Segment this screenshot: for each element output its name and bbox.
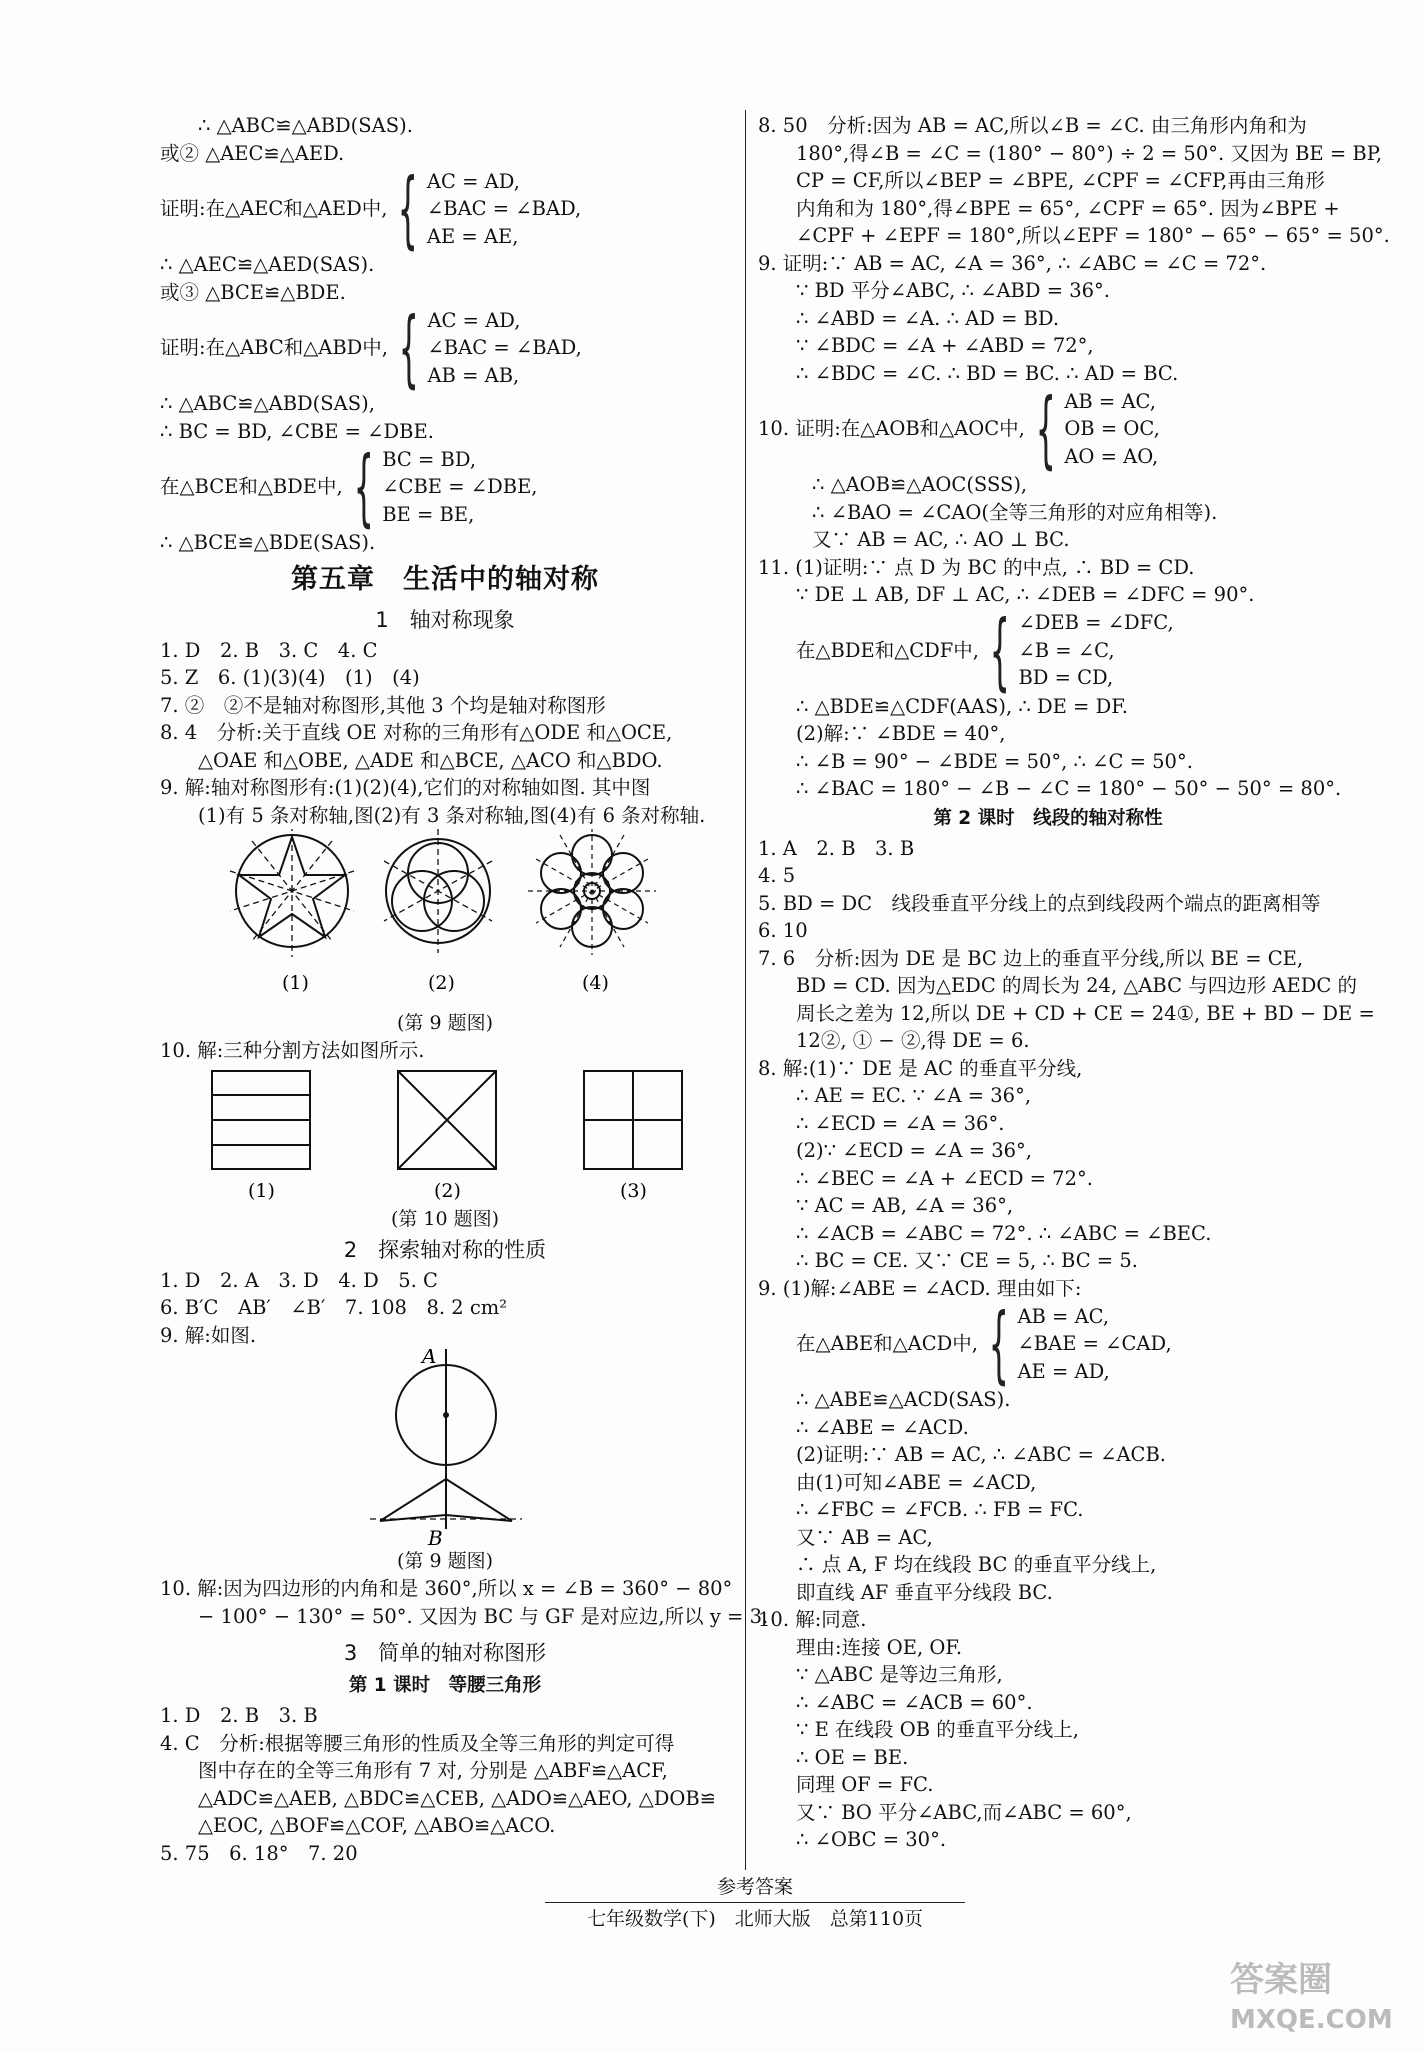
- system-lead: 在△ABE和△ACD中,: [796, 1332, 978, 1356]
- figure-caption: (第 9 题图): [397, 1550, 493, 1572]
- figure-label: (2): [434, 1179, 461, 1202]
- answer-line: 周长之差为 12,所以 DE + CD + CE = 24①, BE + BD − DE =: [796, 1001, 1375, 1025]
- system-line: BE = BE,: [382, 502, 475, 526]
- answer-line: ∵ DE ⊥ AB, DF ⊥ AC, ∴ ∠DEB = ∠DFC = 90°.: [796, 583, 1255, 606]
- answer-line: 7. 6 分析:因为 DE 是 BC 边上的垂直平分线,所以 BE = CE,: [758, 946, 1304, 970]
- figure-caption: (第 10 题图): [390, 1207, 500, 1230]
- square-diagonals: [398, 1071, 496, 1169]
- left-column: [160, 112, 769, 1867]
- figure-label: (3): [620, 1179, 647, 1202]
- system-line: BD = CD,: [1018, 666, 1114, 690]
- watermark-url: MXQE.COM: [1230, 2005, 1393, 2035]
- figure-9-circle-construction: [160, 1349, 730, 1547]
- point-label-a: A: [422, 1349, 437, 1368]
- answer-line: ∴ ∠ABE = ∠ACD.: [796, 1415, 969, 1439]
- answer-line: 理由:连接 OE, OF.: [796, 1635, 963, 1659]
- section-title: 2 探索轴对称的性质: [343, 1237, 547, 1262]
- brace: {: [1035, 380, 1056, 478]
- answer-line: ∴ △BDE≌△CDF(AAS), ∴ DE = DF.: [796, 694, 1128, 718]
- section-title: 1 轴对称现象: [375, 607, 515, 632]
- answer-line: (2)证明:∵ AB = AC, ∴ ∠ABC = ∠ACB.: [796, 1443, 1166, 1466]
- star-figure: [230, 829, 354, 957]
- answer-line: ∴ OE = BE.: [796, 1745, 909, 1769]
- answer-line: 又∵ AB = AC,: [796, 1525, 933, 1549]
- answer-line: ∴ ∠ABD = ∠A. ∴ AD = BD.: [796, 306, 1060, 330]
- answer-line: ∠CPF + ∠EPF = 180°,所以∠EPF = 180° − 65° − 65° = 50°.: [796, 224, 1390, 247]
- answer-line: 9. 解:轴对称图形有:(1)(2)(4),它们的对称轴如图. 其中图: [160, 776, 651, 799]
- answer-line: CP = CF,所以∠BEP = ∠BPE, ∠CPF = ∠CFP,再由三角形: [796, 169, 1325, 192]
- brace: {: [398, 299, 419, 397]
- brace: {: [398, 160, 419, 258]
- brace: {: [989, 601, 1010, 700]
- answer-line: 1. D 2. A 3. D 4. D 5. C: [160, 1268, 438, 1292]
- answer-line: 180°,得∠B = ∠C = (180° − 80°) ÷ 2 = 50°. 又因为 BE = BP,: [796, 141, 1383, 165]
- page-footer: [545, 1874, 965, 1932]
- system-line: AB = AB,: [427, 363, 520, 387]
- footer-rule: [545, 1902, 965, 1903]
- answer-line: (1)有 5 条对称轴,图(2)有 3 条对称轴,图(4)有 6 条对称轴.: [198, 803, 706, 827]
- equation-system: [160, 438, 730, 536]
- system-line: ∠DEB = ∠DFC,: [1018, 611, 1174, 635]
- answer-line: 1. D 2. B 3. B: [160, 1704, 318, 1727]
- answer-line: 同理 OF = FC.: [796, 1773, 934, 1796]
- figure-9-symmetric-shapes: [160, 829, 730, 1009]
- equation-system: [758, 601, 1338, 700]
- answer-line: 图中存在的全等三角形有 7 对, 分别是 △ABF≌△ACF,: [198, 1759, 668, 1782]
- answer-line: 7. ② ②不是轴对称图形,其他 3 个均是轴对称图形: [160, 693, 606, 717]
- answer-line: 8. 50 分析:因为 AB = AC,所以∠B = ∠C. 由三角形内角和为: [758, 114, 1307, 137]
- watermark: [1230, 1960, 1393, 2040]
- answer-line: 5. Z 6. (1)(3)(4) (1) (4): [160, 666, 420, 689]
- answer-line: ∴ BC = CE. 又∵ CE = 5, ∴ BC = 5.: [796, 1249, 1138, 1272]
- answer-line: ∴ ∠ABC = ∠ACB = 60°.: [796, 1690, 1033, 1714]
- answer-line: (2)∵ ∠ECD = ∠A = 36°,: [796, 1139, 1033, 1162]
- answer-line: 或② △AEC≌△AED.: [160, 141, 345, 165]
- answer-line: ∴ ∠BAC = 180° − ∠B − ∠C = 180° − 50° − 50° = 80°.: [796, 777, 1342, 800]
- footer-title: 参考答案: [716, 1876, 793, 1898]
- system-line: AC = AD,: [426, 169, 520, 193]
- answer-line: BD = CD. 因为△EDC 的周长为 24, △ABC 与四边形 AEDC 的: [796, 974, 1358, 997]
- answer-line: △EOC, △BOF≌△COF, △ABO≌△ACO.: [198, 1814, 556, 1837]
- answer-line: ∵ △ABC 是等边三角形,: [796, 1663, 1003, 1686]
- answer-line: 9. 证明:∵ AB = AC, ∠A = 36°, ∴ ∠ABC = ∠C = 72°.: [758, 251, 1267, 275]
- square-horizontal-strips: [212, 1071, 310, 1169]
- answer-line: 或③ △BCE≌△BDE.: [160, 280, 346, 304]
- section-title: 3 简单的轴对称图形: [343, 1641, 547, 1665]
- answer-line: ∴ ∠ACB = ∠ABC = 72°. ∴ ∠ABC = ∠BEC.: [796, 1221, 1212, 1245]
- answer-line: ∴ BC = BD, ∠CBE = ∠DBE.: [160, 419, 434, 443]
- flower-figure: [528, 829, 656, 955]
- answer-line: ∴ △ABE≌△ACD(SAS).: [796, 1388, 1011, 1411]
- center-point: [443, 1412, 449, 1418]
- answer-line: ∴ ∠ECD = ∠A = 36°.: [796, 1111, 1005, 1135]
- answer-line: 4. C 分析:根据等腰三角形的性质及全等三角形的判定可得: [160, 1731, 675, 1755]
- figure-label: (1): [282, 972, 309, 994]
- figure-label: (2): [428, 972, 455, 994]
- answer-line: 6. 10: [758, 919, 808, 942]
- answer-line: ∴ ∠OBC = 30°.: [796, 1828, 947, 1851]
- answer-line: 9. (1)解:∠ABE = ∠ACD. 理由如下:: [758, 1276, 1082, 1300]
- answer-line: ∴ △AOB≌△AOC(SSS),: [812, 473, 1028, 496]
- answer-line: ∵ AC = AB, ∠A = 36°,: [796, 1194, 1014, 1217]
- figure-10-square-divisions: [160, 1065, 730, 1205]
- right-column: [758, 112, 1390, 1854]
- answer-line: 10. 解:同意.: [758, 1608, 867, 1631]
- system-line: OB = OC,: [1064, 417, 1160, 441]
- answer-line: − 100° − 130° = 50°. 又因为 BC 与 GF 是对应边,所以 y = 3.: [198, 1604, 769, 1628]
- answer-line: ∴ ∠B = 90° − ∠BDE = 50°, ∴ ∠C = 50°.: [796, 749, 1193, 773]
- answer-line: 10. 解:三种分割方法如图所示.: [160, 1039, 425, 1062]
- figure-caption: (第 9 题图): [397, 1012, 493, 1034]
- answer-line: 12②, ① − ②,得 DE = 6.: [796, 1029, 1030, 1052]
- answer-line: 即直线 AF 垂直平分线段 BC.: [796, 1580, 1053, 1604]
- chapter-title: 第五章 生活中的轴对称: [291, 563, 599, 595]
- answer-line: ∵ E 在线段 OB 的垂直平分线上,: [796, 1718, 1079, 1741]
- answer-line: △OAE 和△OBE, △ADE 和△BCE, △ACO 和△BDO.: [198, 748, 663, 772]
- answer-line: ∵ BD 平分∠ABC, ∴ ∠ABD = 36°.: [796, 279, 1110, 302]
- answer-line: ∴ △ABC≌△ABD(SAS).: [198, 114, 413, 137]
- lesson-title: 第 2 课时 线段的轴对称性: [933, 807, 1163, 829]
- system-lead: 10. 证明:在△AOB和△AOC中,: [758, 417, 1025, 441]
- answer-line: (2)解:∵ ∠BDE = 40°,: [796, 722, 1006, 745]
- answer-line: ∴ ∠BDC = ∠C. ∴ BD = BC. ∴ AD = BC.: [796, 361, 1179, 385]
- answer-line: 1. A 2. B 3. B: [758, 836, 915, 860]
- equation-system: [160, 160, 730, 258]
- system-line: AC = AD,: [427, 308, 521, 332]
- equation-system: [758, 1295, 1338, 1393]
- system-line: AO = AO,: [1064, 444, 1159, 468]
- answer-line: 1. D 2. B 3. C 4. C: [160, 638, 378, 662]
- figure-label: (1): [248, 1179, 275, 1202]
- point-label-b: B: [428, 1526, 443, 1547]
- answer-line: 9. 解:如图.: [160, 1323, 257, 1347]
- system-lead: 在△BDE和△CDF中,: [796, 638, 979, 662]
- system-line: AB = AC,: [1017, 1304, 1110, 1328]
- system-line: AE = AE,: [426, 224, 519, 248]
- answer-line: ∴ AE = EC. ∵ ∠A = 36°,: [796, 1084, 1032, 1107]
- system-line: ∠BAC = ∠BAD,: [426, 197, 582, 221]
- answer-line: △ADC≌△AEB, △BDC≌△CEB, △ADO≌△AEO, △DOB≌: [198, 1786, 716, 1810]
- system-line: AB = AC,: [1064, 389, 1156, 413]
- answer-line: 又∵ AB = AC, ∴ AO ⊥ BC.: [812, 528, 1070, 551]
- answer-line: ∴ △ABC≌△ABD(SAS),: [160, 392, 375, 415]
- answer-line: ∴ △AEC≌△AED(SAS).: [160, 253, 375, 276]
- system-line: ∠B = ∠C,: [1018, 638, 1115, 662]
- answer-line: 5. 75 6. 18° 7. 20: [160, 1841, 358, 1865]
- answer-line: ∴ 点 A, F 均在线段 BC 的垂直平分线上,: [796, 1553, 1157, 1576]
- answer-line: ∴ ∠FBC = ∠FCB. ∴ FB = FC.: [796, 1498, 1084, 1521]
- brace: {: [988, 1295, 1009, 1393]
- answer-line: 5. BD = DC 线段垂直平分线上的点到线段两个端点的距离相等: [758, 891, 1321, 915]
- system-line: BC = BD,: [382, 447, 477, 471]
- system-lead: 证明:在△AEC和△AED中,: [160, 197, 388, 221]
- equation-system: [758, 380, 1338, 478]
- footer-info: 七年级数学(下) 北师大版 总第110页: [586, 1908, 924, 1930]
- answer-line: 4. 5: [758, 864, 796, 887]
- system-lead: 证明:在△ABC和△ABD中,: [160, 336, 389, 360]
- circles-figure: [384, 829, 492, 953]
- system-line: ∠BAC = ∠BAD,: [427, 336, 582, 360]
- answer-line: 由(1)可知∠ABE = ∠ACD,: [796, 1470, 1037, 1494]
- system-line: ∠CBE = ∠DBE,: [382, 475, 538, 499]
- answer-line: 8. 解:(1)∵ DE 是 AC 的垂直平分线,: [758, 1056, 1083, 1080]
- square-quarters: [584, 1071, 682, 1169]
- watermark-logo: 答案圈: [1230, 1960, 1332, 2000]
- answer-line: ∴ ∠BAO = ∠CAO(全等三角形的对应角相等).: [812, 500, 1218, 524]
- system-line: ∠BAE = ∠CAD,: [1017, 1332, 1172, 1356]
- answer-line: ∴ ∠BEC = ∠A + ∠ECD = 72°.: [796, 1166, 1093, 1190]
- answer-line: ∵ ∠BDC = ∠A + ∠ABD = 72°,: [796, 334, 1094, 357]
- equation-system: [160, 299, 730, 397]
- system-line: AE = AD,: [1017, 1359, 1110, 1383]
- answer-line: 11. (1)证明:∵ 点 D 为 BC 的中点, ∴ BD = CD.: [758, 555, 1195, 579]
- answer-line: 10. 解:因为四边形的内角和是 360°,所以 x = ∠B = 360° − 80°: [160, 1577, 733, 1600]
- answer-line: ∴ △BCE≌△BDE(SAS).: [160, 531, 376, 554]
- figure-label: (4): [582, 972, 609, 994]
- brace: {: [353, 438, 374, 536]
- system-lead: 在△BCE和△BDE中,: [160, 475, 343, 499]
- answer-line: 8. 4 分析:关于直线 OE 对称的三角形有△ODE 和△OCE,: [160, 721, 673, 744]
- answer-line: 6. B′C AB′ ∠B′ 7. 108 8. 2 cm²: [160, 1296, 508, 1319]
- lesson-title: 第 1 课时 等腰三角形: [348, 1675, 542, 1696]
- answer-line: 内角和为 180°,得∠BPE = 65°, ∠CPF = 65°. 因为∠BPE +: [796, 196, 1340, 220]
- answer-line: 又∵ BO 平分∠ABC,而∠ABC = 60°,: [796, 1800, 1132, 1824]
